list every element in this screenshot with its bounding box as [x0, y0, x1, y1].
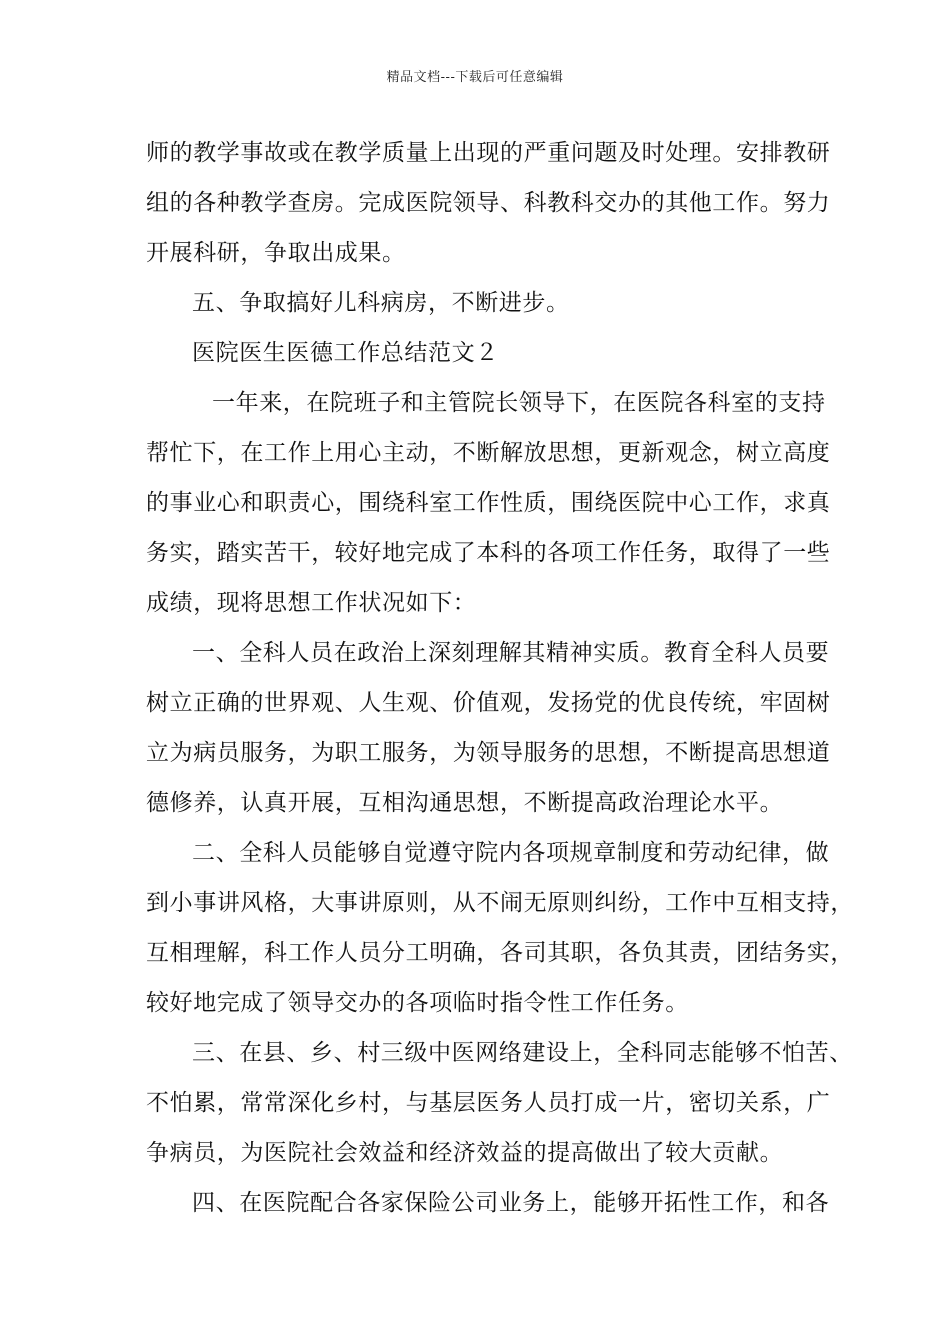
page-header: 精品文档---下载后可任意编辑 — [386, 70, 564, 85]
text-line: 树立正确的世界观、人生观、价值观，发扬党的优良传统，牢固树 — [146, 690, 831, 716]
text-line: 五、争取搞好儿科病房，不断进步。 — [192, 290, 570, 316]
text-line: 成绩，现将思想工作状况如下： — [146, 590, 477, 616]
text-line: 一、全科人员在政治上深刻理解其精神实质。教育全科人员要 — [192, 640, 830, 666]
text-line: 争病员，为医院社会效益和经济效益的提高做出了较大贡献。 — [146, 1140, 784, 1166]
text-line: 一年来，在院班子和主管院长领导下，在医院各科室的支持 — [212, 390, 826, 416]
text-line: 德修养，认真开展，互相沟通思想，不断提高政治理论水平。 — [146, 790, 784, 816]
text-line: 二、全科人员能够自觉遵守院内各项规章制度和劳动纪律，做 — [192, 840, 830, 866]
text-line: 组的各种教学查房。完成医院领导、科教科交办的其他工作。努力 — [146, 190, 831, 216]
text-line: 三、在县、乡、村三级中医网络建设上，全科同志能够不怕苦、 — [192, 1040, 853, 1066]
text-line: 师的教学事故或在教学质量上出现的严重问题及时处理。安排教研 — [146, 140, 831, 166]
text-line: 帮忙下，在工作上用心主动，不断解放思想，更新观念，树立高度 — [146, 440, 831, 466]
text-line: 四、在医院配合各家保险公司业务上，能够开拓性工作，和各 — [192, 1190, 830, 1216]
document-body — [146, 128, 854, 1228]
text-line: 互相理解，科工作人员分工明确，各司其职，各负其责，团结务实， — [146, 940, 854, 966]
text-line: 医院医生医德工作总结范文２ — [192, 340, 499, 366]
text-line: 较好地完成了领导交办的各项临时指令性工作任务。 — [146, 990, 689, 1016]
text-line: 到小事讲风格，大事讲原则，从不闹无原则纠纷，工作中互相支持， — [146, 890, 854, 916]
text-line: 开展科研，争取出成果。 — [146, 240, 406, 266]
text-line: 立为病员服务，为职工服务，为领导服务的思想，不断提高思想道 — [146, 740, 831, 766]
text-line: 务实，踏实苦干，较好地完成了本科的各项工作任务，取得了一些 — [146, 540, 831, 566]
text-line: 的事业心和职责心，围绕科室工作性质，围绕医院中心工作，求真 — [146, 490, 831, 516]
text-line: 不怕累，常常深化乡村，与基层医务人员打成一片，密切关系，广 — [146, 1090, 831, 1116]
